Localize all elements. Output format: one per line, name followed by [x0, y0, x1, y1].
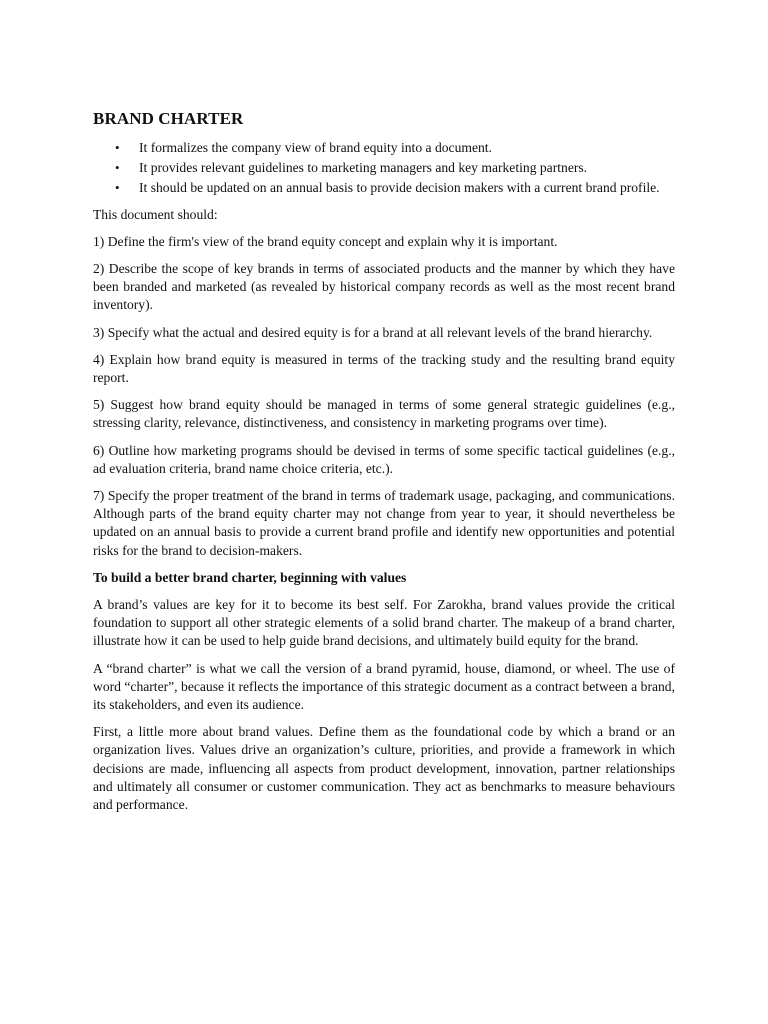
body-paragraph-2: A “brand charter” is what we call the version of a brand pyramid, house, diamond, or wheel. The use of word “charter”, because it reflects the importance of this strategic document as a contract between a brand, its stakeholders, and even its audience.	[93, 660, 675, 713]
numbered-item-5: 5) Suggest how brand equity should be managed in terms of some general strategic guidelines (e.g., stressing clarity, relevance, distinctiveness, and consistency in marketing programs over time).	[93, 397, 675, 431]
document-title: BRAND CHARTER	[93, 109, 244, 128]
section-subheading: To build a better brand charter, beginning with values	[93, 569, 407, 585]
numbered-item-1: 1) Define the firm's view of the brand equity concept and explain why it is important.	[93, 233, 558, 249]
numbered-item-6: 6) Outline how marketing programs should be devised in terms of some specific tactical guidelines (e.g., ad evaluation criteria, brand name choice criteria, etc.).	[93, 442, 675, 476]
numbered-item-7: 7) Specify the proper treatment of the brand in terms of trademark usage, packaging, and communications. Although parts of the brand equity charter may not change from year to year, it should nevertheless be updated on an annual basis to provide a current brand profile and identify new opportunities and potential risks for the brand to decision-makers.	[93, 488, 675, 558]
numbered-item-3: 3) Specify what the actual and desired equity is for a brand at all relevant levels of the brand hierarchy.	[93, 324, 653, 340]
document-page	[93, 108, 675, 823]
bullet-text: It should be updated on an annual basis to provide decision makers with a current brand profile.	[139, 180, 660, 196]
body-paragraph-3: First, a little more about brand values. Define them as the foundational code by which a brand or an organization lives. Values drive an organization’s culture, priorities, and provide a framework in which decisions are made, influencing all aspects from product development, innovation, partner relationships and ultimately all consumer or customer communication. They act as benchmarks to measure behaviours and performance.	[93, 724, 675, 813]
numbered-item-2: 2) Describe the scope of key brands in terms of associated products and the manner by which they have been branded and marketed (as revealed by historical company records as well as the most recent brand inventory).	[93, 261, 675, 313]
bullet-item	[93, 139, 675, 157]
bullet-icon: •	[115, 140, 120, 155]
bullet-list	[93, 139, 675, 198]
body-paragraph-1: A brand’s values are key for it to become its best self. For Zarokha, brand values provide the critical foundation to support all other strategic elements of a solid brand charter. The makeup of a brand charter, illustrate how it can be used to help guide brand decisions, and ultimately build equity for the brand.	[93, 597, 675, 649]
bullet-item	[93, 179, 675, 197]
bullet-text: It provides relevant guidelines to marketing managers and key marketing partners.	[139, 160, 588, 176]
bullet-item	[93, 159, 675, 177]
intro-paragraph: This document should:	[93, 206, 218, 222]
bullet-icon: •	[115, 160, 120, 176]
bullet-icon: •	[115, 180, 120, 196]
numbered-item-4: 4) Explain how brand equity is measured in terms of the tracking study and the resulting brand equity report.	[93, 351, 675, 386]
bullet-text: It formalizes the company view of brand equity into a document.	[139, 140, 492, 155]
